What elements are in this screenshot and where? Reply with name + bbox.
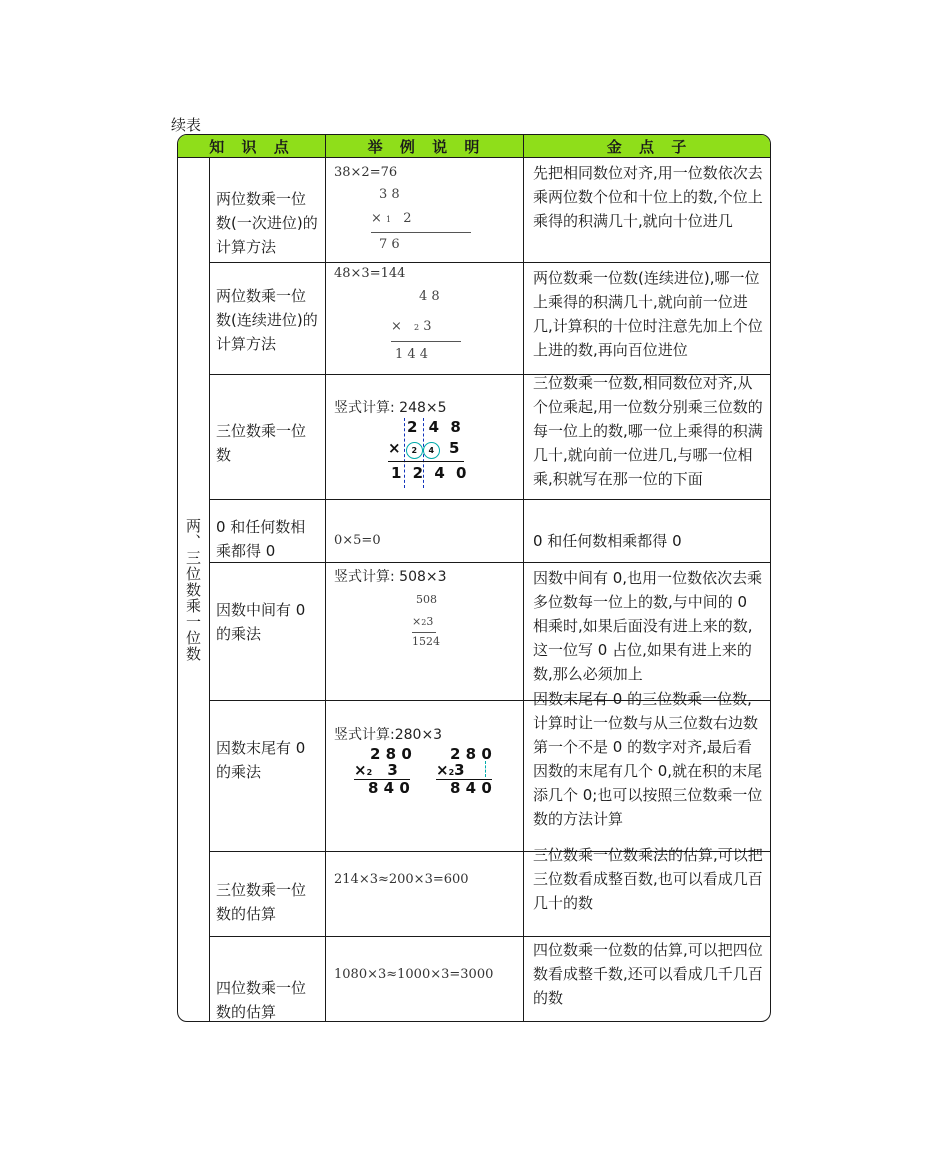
example-cell: 48×3=144	[334, 266, 406, 281]
topic-cell: 因数末尾有 0 的乘法	[216, 739, 306, 781]
side-category-label	[178, 158, 209, 1021]
topic-cell: 两位数乘一位数(一次进位)的计算方法	[216, 190, 318, 256]
row-divider	[209, 499, 770, 500]
tip-cell: 0 和任何数相乘都得 0	[533, 532, 682, 550]
example-cell: 214×3≈200×3=600	[334, 872, 469, 887]
tip-cell: 四位数乘一位数的估算,可以把四位数看成整千数,还可以看成几千几百的数	[533, 941, 763, 1007]
tip-cell: 因数中间有 0,也用一位数依次去乘多位数每一位上的数,与中间的 0 相乘时,如果后面没有进上来的数,这一位写 0 占位,如果有进上来的数,那么必须加上	[533, 569, 763, 683]
example-cell: 1080×3≈1000×3=3000	[334, 967, 494, 982]
topic-cell: 两位数乘一位数(连续进位)的计算方法	[216, 287, 318, 353]
row-divider	[209, 936, 770, 937]
header-knowledge-point: 知 识 点	[178, 135, 326, 158]
example-cell: 竖式计算: 508×3	[334, 569, 447, 585]
example-cell: 0×5=0	[334, 533, 381, 548]
example-cell: 竖式计算: 248×5	[334, 400, 447, 416]
header-tips: 金 点 子	[527, 135, 771, 158]
topic-cell: 四位数乘一位数的估算	[216, 979, 307, 1021]
topic-cell: 因数中间有 0 的乘法	[216, 601, 306, 643]
topic-cell: 三位数乘一位数的估算	[216, 881, 307, 923]
side-category-text: 两、三位数乘一位数	[184, 517, 202, 662]
header-example: 举 例 说 明	[326, 135, 527, 158]
tip-cell: 两位数乘一位数(连续进位),哪一位上乘得的积满几十,就向前一位进几,计算积的十位时注意先加上个位上进的数,再向百位进位	[533, 269, 763, 359]
table-caption: 续表	[171, 116, 202, 134]
tip-cell: 因数末尾有 0 的三位数乘一位数,计算时让一位数与从三位数右边数第一个不是 0 的数字对齐,最后看因数的末尾有几个 0,就在积的末尾添几个 0;也可以按照三位数乘一位数的方法计算	[533, 690, 763, 828]
tip-cell: 三位数乘一位数乘法的估算,可以把三位数看成整百数,也可以看成几百几十的数	[533, 846, 763, 912]
example-cell: 竖式计算:280×3	[334, 727, 443, 743]
tip-cell: 三位数乘一位数,相同数位对齐,从个位乘起,用一位数分别乘三位数的每一位上的数,哪一位上乘得的积满几十,就向前一位进几,与哪一位相乘,积就写在那一位的下面	[533, 374, 763, 488]
topic-cell: 三位数乘一位数	[216, 422, 307, 464]
topic-cell: 0 和任何数相乘都得 0	[216, 518, 306, 560]
example-cell: 38×2=76	[334, 165, 398, 180]
knowledge-table: 知 识 点 举 例 说 明 金 点 子 两、三位数乘一位数 两位数乘一位数(一次进位)的计算方法 38×2=76 3 8 × 1 2 7 6 先把相同数位对齐,用一位数依次去乘两位数个位和十位上的数,个位上乘得的积满几十,就向十位进几 两位数乘一位数(连续进位)的计算方法 48×3=144 4 8 × 2 3 1 4 4 两位数乘一位数(连续进位),哪一位上乘得的积满几十,就向前一位进几,计算积的十位时注意先加上个位上进的数,再向百位进位 三位数乘一位数 竖式计算: 248×5 2 4 8 × 2 4 5 1 2 4 0 三位数乘一位数,相同数位对齐,从个位乘起,用一位数分别乘三位数的每一位上的数,哪一位上乘得的积满几十,就向前一位进几,与哪一位相乘,积就写在那一位的下面 0 和任何数相乘都得 0 0×5=0 0 和任何数相乘都得 0 因数中间有 0 的乘法 竖式计算: 508×3 508 ×23 1524 因数中间有 0,也用一位数依次去乘多位数每一位上的数,与中间的 0 相乘时,如果后面没有进上来的数,这一位写 0 占位,如果有进上来的数,那么必须加上 因数末尾有 0 的乘法 竖式计算:280×3 2 8 0 ×2 3 8 4 0 2 8 0 ×23 8 4 0 因数末尾有 0 的三位数乘一位数,计算时让一位数与从三位数右边数第一个不是 0 的数字对齐,最后看因数的末尾有几个 0,就在积的末尾添几个 0;也可以按照三位数乘一位数的方法计算 三位数乘一位数的估算 214×3≈200×3=600 三位数乘一位数乘法的估算,可以把三位数看成整百数,也可以看成几百几十的数 四位数乘一位数的估算 1080×3≈1000×3=3000 四位数乘一位数的估算,可以把四位数看成整千数,还可以看成几千几百的数	[177, 134, 771, 1022]
tip-cell: 先把相同数位对齐,用一位数依次去乘两位数个位和十位上的数,个位上乘得的积满几十,就向十位进几	[533, 164, 763, 230]
